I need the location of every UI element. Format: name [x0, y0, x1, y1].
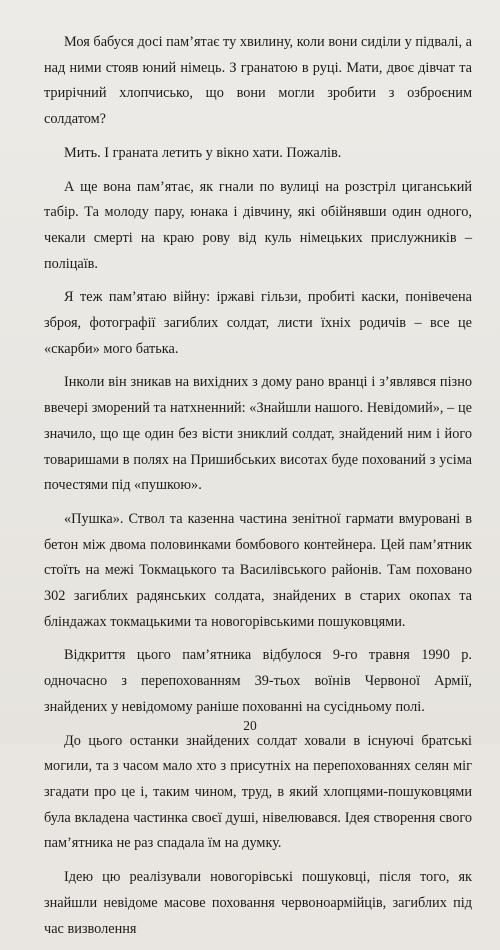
- page-number: 20: [243, 718, 257, 733]
- paragraph-7: Відкриття цього пам’ятника відбулося 9-го травня 1990 р. одночасно з перепохованням 39-тьох воїнів Червоної Армії, знайдених у невідомому раніше похованні на сусідньому полі.: [44, 647, 472, 715]
- paragraph-8: До цього останки знайдених солдат ховали в існуючі братські могили, та з часом мало хто з присутніх на перепохованнях селян міг згадати про це і, таким чином, труд, в який хлопцями-пошуковцями була вкладена частинка своєї душі, нівелювався. Ідея створення свого пам’ятника не раз спадала їм на думку.: [44, 732, 472, 852]
- paragraph-5: Інколи він зникав на вихідних з дому рано вранці і з’являвся пізно ввечері зморений та натхненний: «Знайшли нашого. Невідомий», – це значило, що ще один без вісти зниклий солдат, знайдений ним і його товаришами в полях на Пришибських висотах буде похований з усіма почестями під «пушкою».: [44, 374, 472, 494]
- paragraph-2: Мить. І граната летить у вікно хати. Пожалів.: [64, 144, 342, 161]
- paragraph-3: А ще вона пам’ятає, як гнали по вулиці на розстріл циганський табір. Та молоду пару, юнака і дівчину, які обійнявши один одного, чекали смерті на краю рову від куль німецьких прислужників – поліцаїв.: [44, 178, 472, 272]
- paragraph-1: Моя бабуся досі пам’ятає ту хвилину, коли вони сиділи у підвалі, а над ними стояв юний німець. З гранатою в руці. Мати, двоє дівчат та трирічний хлопчисько, що вони могли зробити з озброєним солдатом?: [44, 34, 472, 128]
- paragraph-4: Я теж пам’ятаю війну: іржаві гільзи, пробиті каски, понівечена зброя, фотографії загиблих солдат, листи їхніх родичів – все це «скарби» мого батька.: [44, 289, 472, 357]
- page-text: [44, 30, 472, 950]
- paragraph-6: «Пушка». Ствол та казенна частина зенітної гармати вмуровані в бетон між двома половинками бомбового контейнера. Цей пам’ятник стоїть на межі Токмацького та Василівського районів. Там поховано 302 загиблих радянських солдата, знайдених в старих окопах та бліндажах токмацькими та новогорівськими пошуковцями.: [44, 510, 472, 630]
- paragraph-9: Ідею цю реалізували новогорівські пошуковці, після того, як знайшли невідоме масове поховання червоноармійців, загиблих під час визволення: [44, 869, 472, 937]
